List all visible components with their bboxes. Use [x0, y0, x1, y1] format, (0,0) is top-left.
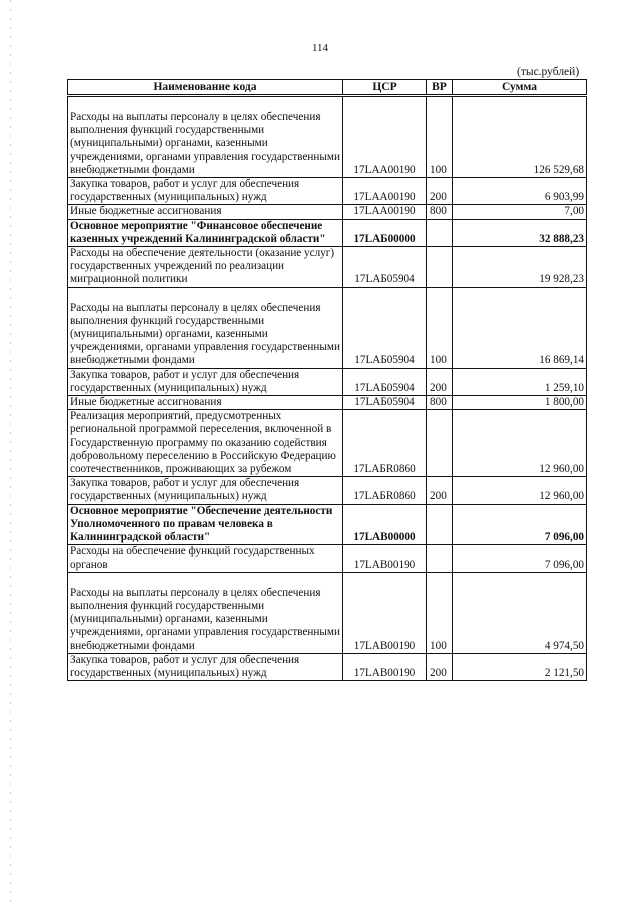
page-number: 114 [311, 42, 329, 54]
table-row [68, 504, 587, 545]
row-sum: 1 259,10 [453, 368, 587, 395]
row-csr: 17LAБ05904 [343, 368, 427, 395]
row-vr: 200 [427, 653, 453, 680]
row-name: Основное мероприятие "Финансовое обеспечение казенных учреждений Калининградской области" [68, 219, 343, 246]
row-name: Расходы на выплаты персоналу в целях обеспечения выполнения функций государственными (муниципальными) органами, казенными учреждениями, органами управления государственными внебюджетными фондами [68, 287, 343, 368]
row-csr: 17LAБ05904 [343, 396, 427, 410]
row-sum: 12 960,00 [453, 410, 587, 477]
row-name: Закупка товаров, работ и услуг для обеспечения государственных (муниципальных) нужд [68, 477, 343, 504]
header-vr: ВР [427, 80, 453, 96]
row-vr [427, 410, 453, 477]
row-name: Закупка товаров, работ и услуг для обеспечения государственных (муниципальных) нужд [68, 368, 343, 395]
row-vr: 100 [427, 572, 453, 653]
header-name: Наименование кода [68, 80, 343, 96]
table-row [68, 96, 587, 178]
table-row [68, 205, 587, 219]
table-row [68, 368, 587, 395]
row-name: Расходы на обеспечение функций государственных органов [68, 545, 343, 572]
row-sum: 7,00 [453, 205, 587, 219]
table-row [68, 477, 587, 504]
table-body [68, 96, 587, 681]
table-row [68, 572, 587, 653]
row-csr: 17LAA00190 [343, 96, 427, 178]
row-name: Реализация мероприятий, предусмотренных региональной программой переселения, включенной в Государственную программу по оказанию содействия добровольному переселению в Российскую Федерацию соотечественников, проживающих за рубежом [68, 410, 343, 477]
table-row [68, 545, 587, 572]
row-vr [427, 247, 453, 288]
units-label: (тыс.рублей) [517, 66, 580, 78]
row-csr: 17LAB00000 [343, 504, 427, 545]
row-csr: 17LAA00190 [343, 178, 427, 205]
row-sum: 6 903,99 [453, 178, 587, 205]
row-vr: 200 [427, 178, 453, 205]
table-row [68, 396, 587, 410]
row-sum: 7 096,00 [453, 545, 587, 572]
row-name: Закупка товаров, работ и услуг для обеспечения государственных (муниципальных) нужд [68, 178, 343, 205]
table-row [68, 178, 587, 205]
scan-margin-artifact [10, 0, 11, 905]
row-csr: 17LAБ05904 [343, 247, 427, 288]
row-sum: 16 869,14 [453, 287, 587, 368]
header-csr: ЦСР [343, 80, 427, 96]
table-row [68, 653, 587, 680]
row-name: Расходы на выплаты персоналу в целях обеспечения выполнения функций государственными (муниципальными) органами, казенными учреждениями, органами управления государственными внебюджетными фондами [68, 572, 343, 653]
row-csr: 17LAБ00000 [343, 219, 427, 246]
row-name: Основное мероприятие "Обеспечение деятельности Уполномоченного по правам человека в Калининградской области" [68, 504, 343, 545]
table-row [68, 247, 587, 288]
row-vr [427, 504, 453, 545]
row-vr: 200 [427, 477, 453, 504]
row-sum: 4 974,50 [453, 572, 587, 653]
row-name: Закупка товаров, работ и услуг для обеспечения государственных (муниципальных) нужд [68, 653, 343, 680]
row-name: Иные бюджетные ассигнования [68, 205, 343, 219]
row-sum: 2 121,50 [453, 653, 587, 680]
row-csr: 17LAБ05904 [343, 287, 427, 368]
row-csr: 17LAБR0860 [343, 410, 427, 477]
row-sum: 32 888,23 [453, 219, 587, 246]
row-sum: 19 928,23 [453, 247, 587, 288]
row-name: Расходы на обеспечение деятельности (оказание услуг) государственных учреждений по реализации миграционной политики [68, 247, 343, 288]
row-sum: 12 960,00 [453, 477, 587, 504]
row-csr: 17LAA00190 [343, 205, 427, 219]
row-csr: 17LAB00190 [343, 545, 427, 572]
budget-table [67, 79, 587, 681]
row-vr: 100 [427, 287, 453, 368]
row-name: Расходы на выплаты персоналу в целях обеспечения выполнения функций государственными (муниципальными) органами, казенными учреждениями, органами управления государственными внебюджетными фондами [68, 96, 343, 178]
row-vr [427, 545, 453, 572]
row-csr: 17LAБR0860 [343, 477, 427, 504]
row-sum: 7 096,00 [453, 504, 587, 545]
row-vr: 800 [427, 396, 453, 410]
row-name: Иные бюджетные ассигнования [68, 396, 343, 410]
row-vr: 200 [427, 368, 453, 395]
row-vr [427, 219, 453, 246]
row-vr: 100 [427, 96, 453, 178]
table-header-row [68, 80, 587, 96]
table-row [68, 219, 587, 246]
header-sum: Сумма [453, 80, 587, 96]
row-vr: 800 [427, 205, 453, 219]
row-csr: 17LAB00190 [343, 572, 427, 653]
table-row [68, 287, 587, 368]
row-sum: 1 800,00 [453, 396, 587, 410]
row-sum: 126 529,68 [453, 96, 587, 178]
table-row [68, 410, 587, 477]
row-csr: 17LAB00190 [343, 653, 427, 680]
